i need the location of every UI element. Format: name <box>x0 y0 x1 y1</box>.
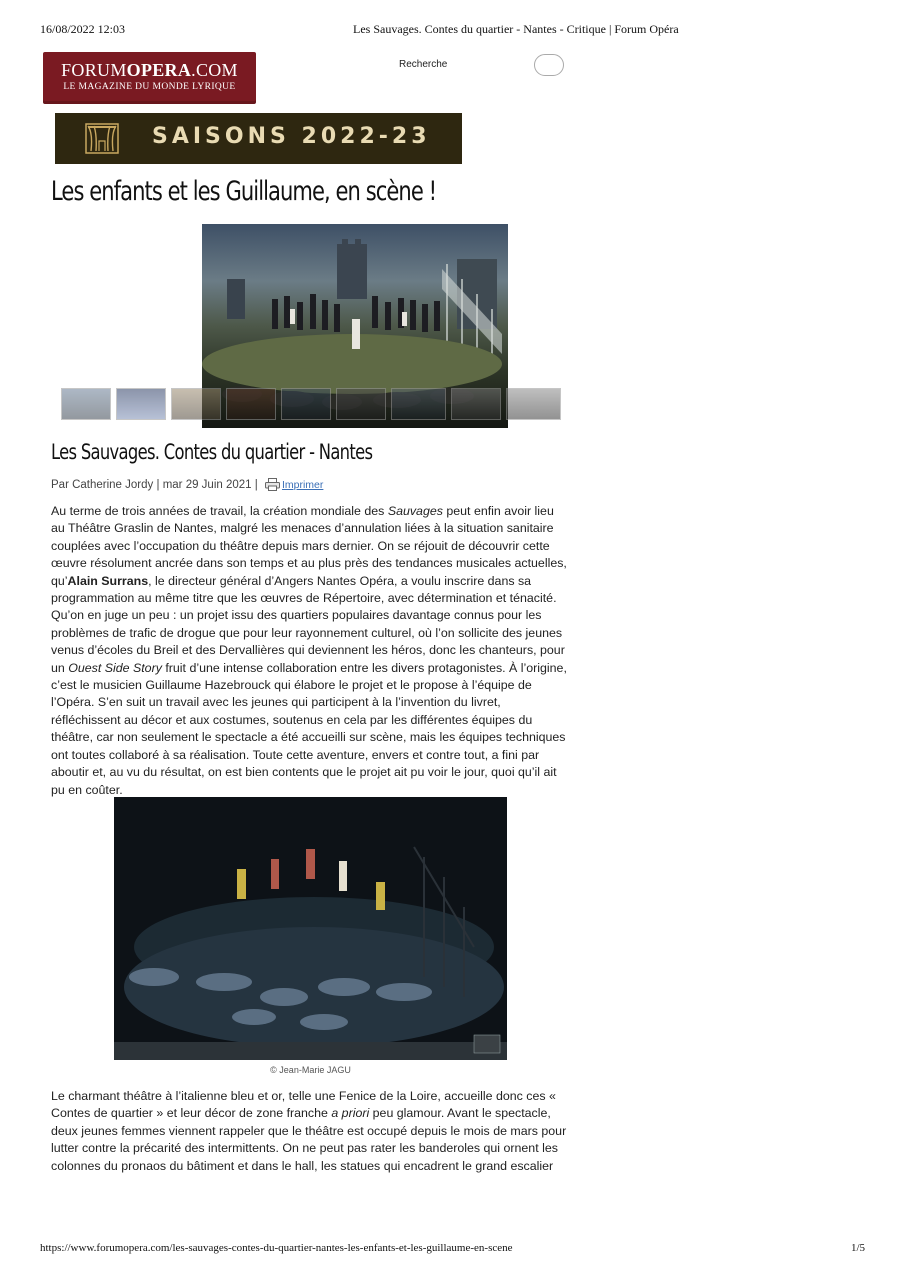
photo-caption: © Jean-Marie JAGU <box>270 1065 351 1075</box>
photo-thumbnail-strip <box>61 388 561 420</box>
seasons-banner[interactable] <box>55 113 462 164</box>
logo-wordmark: FORUMOPERA.COM <box>61 60 238 80</box>
print-page-title: Les Sauvages. Contes du quartier - Nantes - Critique | Forum Opéra <box>353 22 679 36</box>
byline-date: mar 29 Juin 2021 <box>162 479 252 491</box>
thumbnail[interactable] <box>116 388 166 420</box>
thumbnail[interactable] <box>391 388 446 420</box>
article-subtitle: Les Sauvages. Contes du quartier - Nantes <box>51 440 373 464</box>
byline-author[interactable]: Par Catherine Jordy <box>51 479 154 491</box>
print-header <box>0 22 905 40</box>
article-headline: Les enfants et les Guillaume, en scène ! <box>51 176 437 207</box>
print-url: https://www.forumopera.com/les-sauvages-contes-du-quartier-nantes-les-enfants-et-les-guillaume-en-scene <box>40 1242 513 1254</box>
thumbnail[interactable] <box>226 388 276 420</box>
banner-text: SAISONS 2022-23 <box>152 124 431 149</box>
search-toggle[interactable] <box>534 54 564 76</box>
printer-icon[interactable] <box>265 478 280 491</box>
article-paragraph: Au terme de trois années de travail, la création mondiale des Sauvages peut enfin avoir lieu au Théâtre Graslin de Nantes, malgré les menaces d’annulation liées à la situation sanitaire couplées avec l’occupation du théâtre depuis mars dernier. On se réjouit de découvrir cette œuvre résolument ancrée dans son temps et au plus près des tendances musicales actuelles, qu’Alain Surrans, le directeur général d’Angers Nantes Opéra, a voulu inscrire dans sa programmation au même titre que les œuvres de Répertoire, avec détermination et ténacité. Qu’on en juge un peu : un projet issu des quartiers populaires davantage connus pour les problèmes de trafic de drogue que pour leur rayonnement culturel, où l’on sollicite des jeunes venus d’écoles du Breil et des Dervallières qui deviennent les héros, donc les chanteurs, pour un Ouest Side Story fruit d’une intense collaboration entre les divers protagonistes. À l’origine, c’est le musicien Guillaume Hazebrouck qui élabore le projet et le propose à l’équipe de l’Opéra. S’en suit un travail avec les jeunes qui participent à la l’invention du livret, réfléchissent au décor et aux costumes, soutenus en cela par les différentes équipes du théâtre, car non seulement le spectacle a été accueilli sur scène, mais les équipes techniques ont toutes collaboré à sa réalisation. Toute cette aventure, envers et contre tout, a fini par aboutir et, au vu du résultat, on est bien contents que le projet ait pu voir le jour, quoi qu’il ait pu en coûter. <box>51 504 567 797</box>
article-byline <box>51 478 323 491</box>
print-link[interactable]: Imprimer <box>281 479 324 491</box>
logo-tagline: LE MAGAZINE DU MONDE LYRIQUE <box>63 82 236 92</box>
print-datetime: 16/08/2022 12:03 <box>40 22 126 36</box>
thumbnail[interactable] <box>451 388 501 420</box>
thumbnail[interactable] <box>506 388 561 420</box>
search-label[interactable]: Recherche <box>399 59 448 70</box>
thumbnail[interactable] <box>171 388 221 420</box>
thumbnail[interactable] <box>281 388 331 420</box>
theatre-curtain-icon <box>85 123 119 154</box>
print-page-number: 1/5 <box>850 1242 865 1254</box>
site-logo[interactable] <box>43 52 256 104</box>
article-inline-photo[interactable] <box>114 797 507 1060</box>
byline-separator: | <box>156 479 160 491</box>
byline-separator: | <box>254 479 258 491</box>
thumbnail[interactable] <box>336 388 386 420</box>
article-paragraph: Le charmant théâtre à l’italienne bleu et or, telle une Fenice de la Loire, accueille donc ces « Contes de quartier » et leur décor de zone franche a priori peu glamour. Avant le spectacle, deux jeunes femmes viennent rappeler que le théâtre est occupé depuis le mois de mars pour lutter contre la précarité des intermittents. On ne peut pas rater les banderoles qui ornent les colonnes du pronaos du bâtiment et dans le hall, les statues qui encadrent le grand escalier <box>51 1089 567 1173</box>
person-link[interactable]: Alain Surrans <box>67 573 149 588</box>
thumbnail[interactable] <box>61 388 111 420</box>
print-footer <box>0 1242 905 1260</box>
stage-photo-illustration <box>114 797 507 1060</box>
